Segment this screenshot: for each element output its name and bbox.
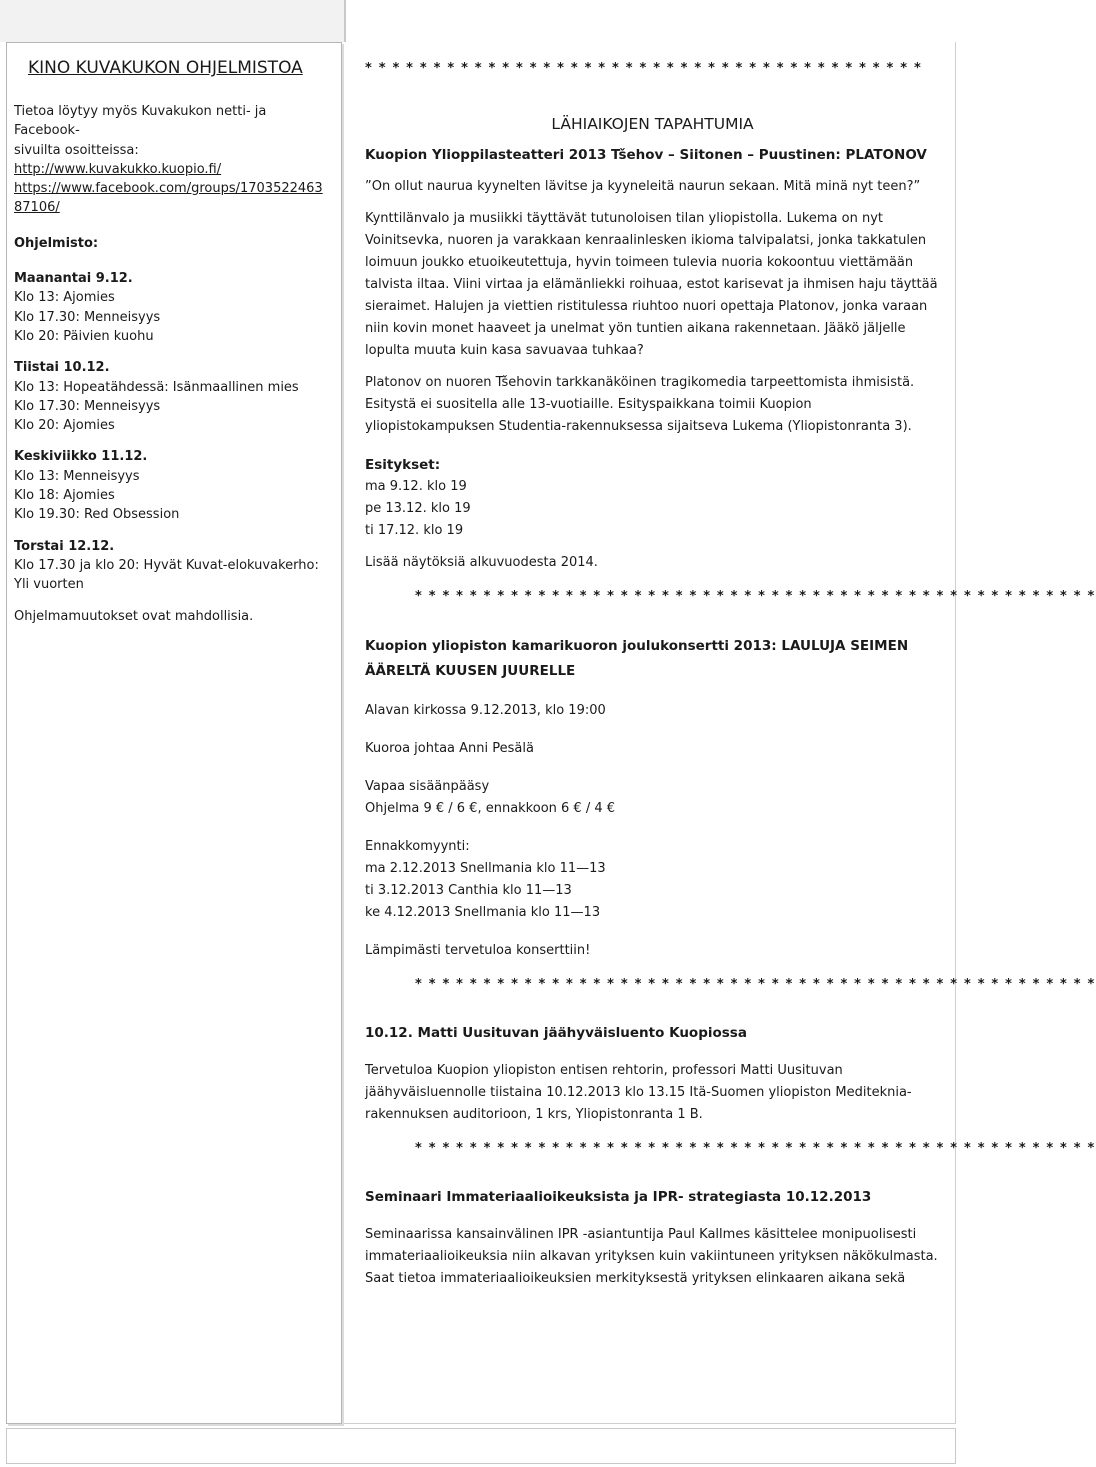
- day-title: Torstai 12.12.: [14, 538, 115, 554]
- day-thursday: [14, 537, 332, 595]
- star-divider: * * * * * * * * * * * * * * * * * * * * * * * * * * * * * * * * * * * * * * * * * * * * * * * * * *: [415, 589, 1096, 604]
- program-change-note: Ohjelmamuutokset ovat mahdollisia.: [14, 608, 254, 624]
- star-divider: * * * * * * * * * * * * * * * * * * * * * * * * * * * * * * * * * * * * * * * * * * * * * * * * * *: [415, 977, 1096, 992]
- day-title: Keskiviikko 11.12.: [14, 449, 148, 465]
- events-main: [365, 58, 1096, 1290]
- event-price: Ohjelma 9 € / 6 €, ennakkoon 6 € / 4 €: [365, 801, 616, 816]
- event-choir-concert: [365, 634, 940, 962]
- day-wednesday: [14, 447, 332, 524]
- website-link[interactable]: http://www.kuvakukko.kuopio.fi/: [14, 161, 222, 177]
- show-time: ti 17.12. klo 19: [365, 523, 464, 538]
- page-title: LÄHIAIKOJEN TAPAHTUMIA: [551, 115, 754, 133]
- event-description: Seminaarissa kansainvälinen IPR -asiantuntija Paul Kallmes käsittelee monipuolisesti immateriaalioikeuksia niin alkavan yrityksen kuin vakiintuneen yrityksen näkökulmasta. Saat tietoa immateriaalioikeuksien merkityksestä yrityksen elinkaaren aikana sekä: [365, 1227, 938, 1286]
- presale-item: ke 4.12.2013 Snellmania klo 11—13: [365, 905, 601, 920]
- info-line: sivuilta osoitteissa:: [14, 142, 139, 158]
- day-title: Maanantai 9.12.: [14, 271, 133, 287]
- show-time: ma 9.12. klo 19: [365, 479, 467, 494]
- facebook-link-continued[interactable]: 87106/: [14, 200, 60, 216]
- day-tuesday: [14, 358, 332, 435]
- day-monday: [14, 269, 332, 346]
- info-line: Tietoa löytyy myös Kuvakukon netti- ja Facebook-: [14, 104, 267, 139]
- event-description: Platonov on nuoren Tšehovin tarkkanäköinen tragikomedia tarpeettomista ihmisistä. Esitystä ei suositella alle 13-vuotiaille. Esityspaikkana toimii Kuopion yliopistokampuksen Studentia-rakennuksessa sijaitseva Lukema (Yliopistonranta 3).: [365, 375, 915, 434]
- event-quote: ”On ollut naurua kyynelten lävitse ja kyyneleitä naurun sekaan. Mitä minä nyt teen?”: [365, 179, 921, 194]
- screening-item: Klo 13: Hopeatähdessä: Isänmaallinen mies: [14, 379, 299, 395]
- event-heading: Kuopion yliopiston kamarikuoron joulukonsertti 2013: LAULUJA SEIMEN ÄÄRELTÄ KUUSEN JUURELLE: [365, 638, 909, 679]
- event-heading: Seminaari Immateriaalioikeuksista ja IPR- strategiasta 10.12.2013: [365, 1189, 872, 1205]
- day-title: Tiistai 10.12.: [14, 360, 110, 376]
- event-entry: Vapaa sisäänpääsy: [365, 779, 490, 794]
- sidebar-title: KINO KUVAKUKON OHJELMISTOA: [28, 58, 303, 78]
- screening-item: Klo 13: Menneisyys: [14, 468, 140, 484]
- presale-item: ti 3.12.2013 Canthia klo 11—13: [365, 883, 572, 898]
- event-welcome: Lämpimästi tervetuloa konserttiin!: [365, 943, 591, 958]
- top-gray-strip: [0, 0, 346, 42]
- presale-heading: Ennakkomyynti:: [365, 839, 470, 854]
- event-platonov: [365, 144, 940, 574]
- screening-item: Klo 17.30 ja klo 20: Hyvät Kuvat-elokuvakerho: Yli vuorten: [14, 557, 319, 593]
- event-ipr-seminar: [365, 1186, 940, 1290]
- more-shows-note: Lisää näytöksiä alkuvuodesta 2014.: [365, 555, 598, 570]
- screening-item: Klo 17.30: Menneisyys: [14, 309, 161, 325]
- event-farewell-lecture: [365, 1022, 940, 1126]
- screening-item: Klo 20: Ajomies: [14, 418, 115, 434]
- screening-item: Klo 13: Ajomies: [14, 290, 115, 306]
- presale-item: ma 2.12.2013 Snellmania klo 11—13: [365, 861, 606, 876]
- show-time: pe 13.12. klo 19: [365, 501, 471, 516]
- star-divider: * * * * * * * * * * * * * * * * * * * * * * * * * * * * * * * * * * * * * * * * *: [365, 61, 922, 76]
- screening-item: Klo 17.30: Menneisyys: [14, 398, 161, 414]
- event-heading: Kuopion Ylioppilasteatteri 2013 Tšehov – Siitonen – Puustinen: PLATONOV: [365, 147, 927, 163]
- event-description: Tervetuloa Kuopion yliopiston entisen rehtorin, professori Matti Uusituvan jäähyväisluennolle tiistaina 10.12.2013 klo 13.15 Itä-Suomen yliopiston Mediteknia-rakennuksen auditorioon, 1 krs, Yliopistonranta 1 B.: [365, 1063, 912, 1122]
- event-heading: 10.12. Matti Uusituvan jäähyväisluento Kuopiossa: [365, 1025, 747, 1041]
- shows-heading: Esitykset:: [365, 457, 441, 473]
- event-place: Alavan kirkossa 9.12.2013, klo 19:00: [365, 703, 606, 718]
- footer-frame: [6, 1428, 956, 1464]
- cinema-sidebar: [14, 58, 332, 626]
- screening-item: Klo 20: Päivien kuohu: [14, 328, 154, 344]
- screening-item: Klo 18: Ajomies: [14, 488, 115, 504]
- star-divider: * * * * * * * * * * * * * * * * * * * * * * * * * * * * * * * * * * * * * * * * * * * * * * * * * *: [415, 1141, 1096, 1156]
- screening-item: Klo 19.30: Red Obsession: [14, 507, 180, 523]
- sidebar-info: [14, 102, 332, 218]
- event-conductor: Kuoroa johtaa Anni Pesälä: [365, 741, 534, 756]
- program-heading: Ohjelmisto:: [14, 235, 99, 251]
- facebook-link[interactable]: https://www.facebook.com/groups/1703522463: [14, 181, 323, 197]
- event-description: Kynttilänvalo ja musiikki täyttävät tutunoloisen tilan yliopistolla. Lukema on nyt Voinitsevka, nuoren ja varakkaan kenraalinlesken ikioma talvipalatsi, jonka takkatulen loimuun joukko etuoikeutettuja, hyvin toimeen tulevia nuoria kokoontuu viettämään talvista iltaa. Viini virtaa ja elämänliekki roihuaa, estot karisevat ja ihmisen haju täyttää sieraimet. Halujen ja viettien ristitulessa riuhtoo nuori opettaja Platonov, jonka varaan niin kovin monet haaveet ja unelmat yön tuntien aikana rakennetaan. Jääkö jäljelle lopulta muuta kuin kasa savuavaa tuhkaa?: [365, 211, 938, 358]
